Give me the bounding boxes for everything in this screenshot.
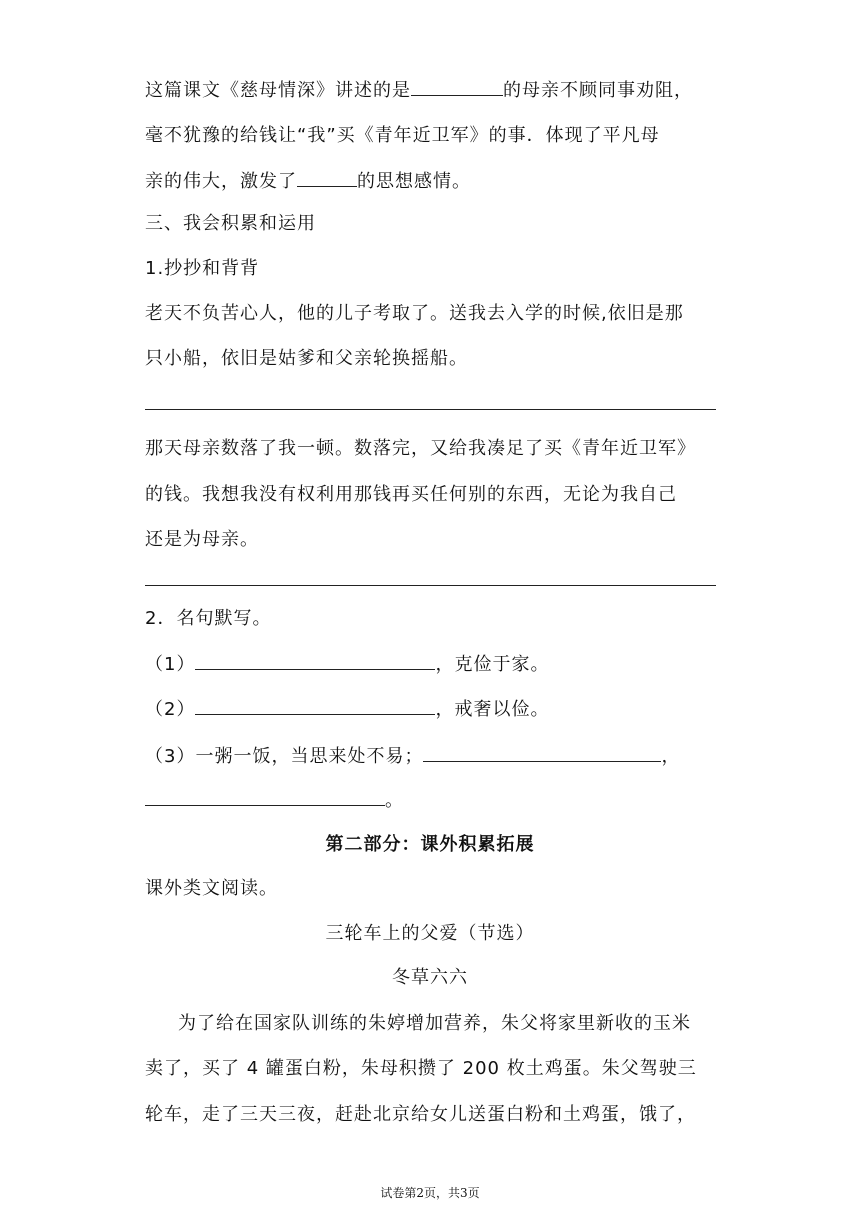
- answer-blank[interactable]: [423, 743, 661, 762]
- item-text: 。: [385, 790, 404, 811]
- page-footer: 试卷第2页，共3页: [380, 1186, 480, 1200]
- article-paragraph-line: 卖了，买了 4 罐蛋白粉，朱母积攒了 200 枚土鸡蛋。朱父驾驶三: [145, 1058, 697, 1079]
- article-paragraph-line: 轮车，走了三天三夜，赶赴北京给女儿送蛋白粉和土鸡蛋，饿了，: [145, 1104, 696, 1125]
- question-line-3: [145, 168, 471, 194]
- item-text: ，: [661, 746, 681, 767]
- article-author: 冬草六六: [392, 967, 468, 988]
- item-text: 一粥一饭，当思来处不易；: [195, 746, 424, 767]
- question-text: 亲的伟大，激发了: [145, 171, 297, 192]
- item-text: ，克俭于家。: [435, 654, 550, 675]
- answer-blank[interactable]: [195, 696, 435, 715]
- section-title: 三、我会积累和运用: [145, 213, 316, 234]
- article-title: 三轮车上的父爱（节选）: [325, 923, 535, 944]
- copy-passage-line: 只小船，依旧是姑爹和父亲轮换摇船。: [145, 348, 468, 369]
- answer-blank[interactable]: [411, 77, 503, 96]
- fill-item-3: [145, 743, 680, 769]
- copy-passage-line: 还是为母亲。: [145, 529, 259, 550]
- question-line-2: 毫不犹豫的给钱让“我”买《青年近卫军》的事．体现了平凡母: [145, 125, 660, 146]
- copy-passage-line: 那天母亲数落了我一顿。数落完，又给我凑足了买《青年近卫军》: [145, 438, 696, 459]
- answer-blank[interactable]: [195, 651, 435, 670]
- writing-line[interactable]: [145, 409, 716, 410]
- writing-line[interactable]: [145, 585, 716, 586]
- copy-passage-line: 的钱。我想我没有权利用那钱再买任何别的东西，无论为我自己: [145, 484, 677, 505]
- question-text: 的母亲不顾同事劝阻，: [503, 80, 693, 101]
- question-title: 2．名句默写。: [145, 608, 272, 629]
- item-number: （3）: [145, 746, 196, 767]
- question-text: 的思想感情。: [357, 171, 471, 192]
- answer-blank[interactable]: [145, 787, 385, 806]
- question-text: 这篇课文《慈母情深》讲述的是: [145, 80, 411, 101]
- fill-item-1: [145, 651, 549, 677]
- copy-passage-line: 老天不负苦心人，他的儿子考取了。送我去入学的时候,依旧是那: [145, 303, 684, 324]
- answer-blank[interactable]: [297, 168, 357, 187]
- question-title: 1.抄抄和背背: [145, 258, 260, 279]
- fill-item-2: [145, 696, 549, 722]
- item-text: ，戒奢以俭。: [435, 699, 550, 720]
- question-line-1: [145, 77, 693, 103]
- part-title: 第二部分：课外积累拓展: [325, 834, 535, 855]
- item-number: （2）: [145, 699, 196, 720]
- article-paragraph-line: 为了给在国家队训练的朱婷增加营养，朱父将家里新收的玉米: [178, 1013, 691, 1034]
- reading-intro: 课外类文阅读。: [145, 878, 278, 899]
- item-number: （1）: [145, 654, 196, 675]
- fill-item-3-continued: [145, 787, 404, 813]
